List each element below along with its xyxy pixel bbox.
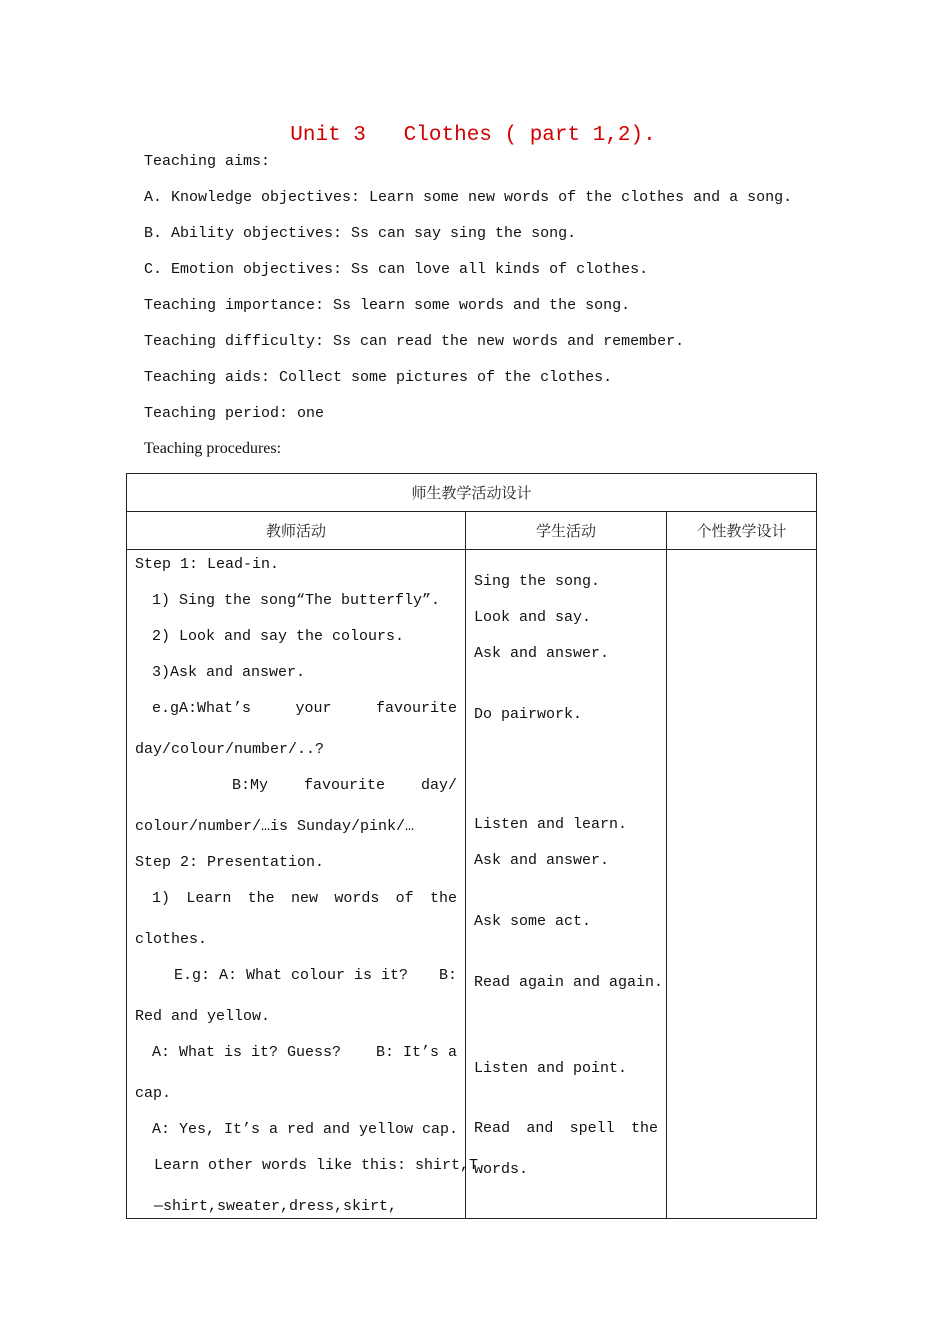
student-line: Look and say. [474,609,592,626]
teaching-period: Teaching period: one [144,405,325,422]
step1-heading: Step 1: Lead-in. [135,556,280,573]
step2-item-1-word: the [247,890,275,907]
emotion-objectives: C. Emotion objectives: Ss can love all kinds of clothes. [144,261,649,278]
student-line-word: and [526,1120,554,1137]
knowledge-objectives: A. Knowledge objectives: Learn some new words of the clothes and a song. [144,189,793,206]
teaching-aims-label: Teaching aims: [144,153,271,170]
ability-objectives: B. Ability objectives: Ss can say sing the song. [144,225,577,242]
step1-item-1: 1) Sing the song“The butterfly”. [152,592,441,609]
step2-example [174,967,457,984]
student-line-word: Read [474,1120,511,1137]
teaching-aids: Teaching aids: Collect some pictures of the clothes. [144,369,613,386]
example-answer-word: B:My [232,777,269,794]
step2-item-1-word: 1) [152,890,171,907]
example-question-cont: day/colour/number/..? [135,741,325,758]
student-line: Ask some act. [474,913,592,930]
step2-other-words-cont: —shirt,sweater,dress,skirt, [154,1198,398,1215]
example-answer [232,777,457,794]
student-line: Sing the song. [474,573,601,590]
step2-question-a: A: What is it? Guess? [152,1044,342,1061]
column-header-personal: 个性教学设计 [667,512,817,550]
student-line-word: spell [569,1120,615,1137]
student-line: words. [474,1161,529,1178]
step2-example-cont: Red and yellow. [135,1008,271,1025]
procedures-table [126,473,817,1219]
step2-other-words: Learn other words like this: shirt,T [154,1157,479,1174]
student-line: Read again and again. [474,974,664,991]
example-answer-word: day/ [420,777,457,794]
step2-question-b: B: It’s a [375,1044,457,1061]
example-answer-cont: colour/number/…is Sunday/pink/… [135,818,415,835]
step2-example-question: E.g: A: What colour is it? [174,967,409,984]
teaching-procedures-label: Teaching procedures: [144,440,282,457]
student-line-word: the [630,1120,658,1137]
example-question [152,700,457,717]
table-title: 师生教学活动设计 [127,474,817,512]
student-line: Listen and point. [474,1060,628,1077]
student-line: Ask and answer. [474,645,610,662]
student-line: Ask and answer. [474,852,610,869]
student-line: Listen and learn. [474,816,628,833]
step2-item-1-cont: clothes. [135,931,208,948]
example-question-word: favourite [375,700,457,717]
step1-item-3: 3)Ask and answer. [152,664,306,681]
step2-example-answer-label: B: [438,967,457,984]
step2-question-cont: cap. [135,1085,172,1102]
step2-item-1-word: the [429,890,457,907]
student-line: Do pairwork. [474,706,583,723]
example-question-word: e.gA:What’s [152,700,252,717]
column-header-teacher: 教师活动 [127,512,466,550]
step2-item-1-word: new [290,890,318,907]
personal-design-cell [667,550,817,1219]
student-line [474,1120,658,1137]
step2-item-1 [152,890,457,907]
step1-item-2: 2) Look and say the colours. [152,628,405,645]
step2-item-1-word: Learn [186,890,232,907]
step2-item-1-word: words [334,890,380,907]
step2-answer: A: Yes, It’s a red and yellow cap. [152,1121,459,1138]
step2-heading: Step 2: Presentation. [135,854,325,871]
step2-item-1-word: of [395,890,414,907]
step2-question [152,1044,457,1061]
student-activity-cell [466,550,667,1219]
teaching-importance: Teaching importance: Ss learn some words and the song. [144,297,631,314]
teaching-difficulty: Teaching difficulty: Ss can read the new words and remember. [144,333,685,350]
document-title: Unit 3 Clothes ( part 1,2). [290,124,656,147]
column-header-student: 学生活动 [466,512,667,550]
teacher-activity-cell [127,550,479,1219]
example-question-word: your [295,700,332,717]
example-answer-word: favourite [303,777,385,794]
